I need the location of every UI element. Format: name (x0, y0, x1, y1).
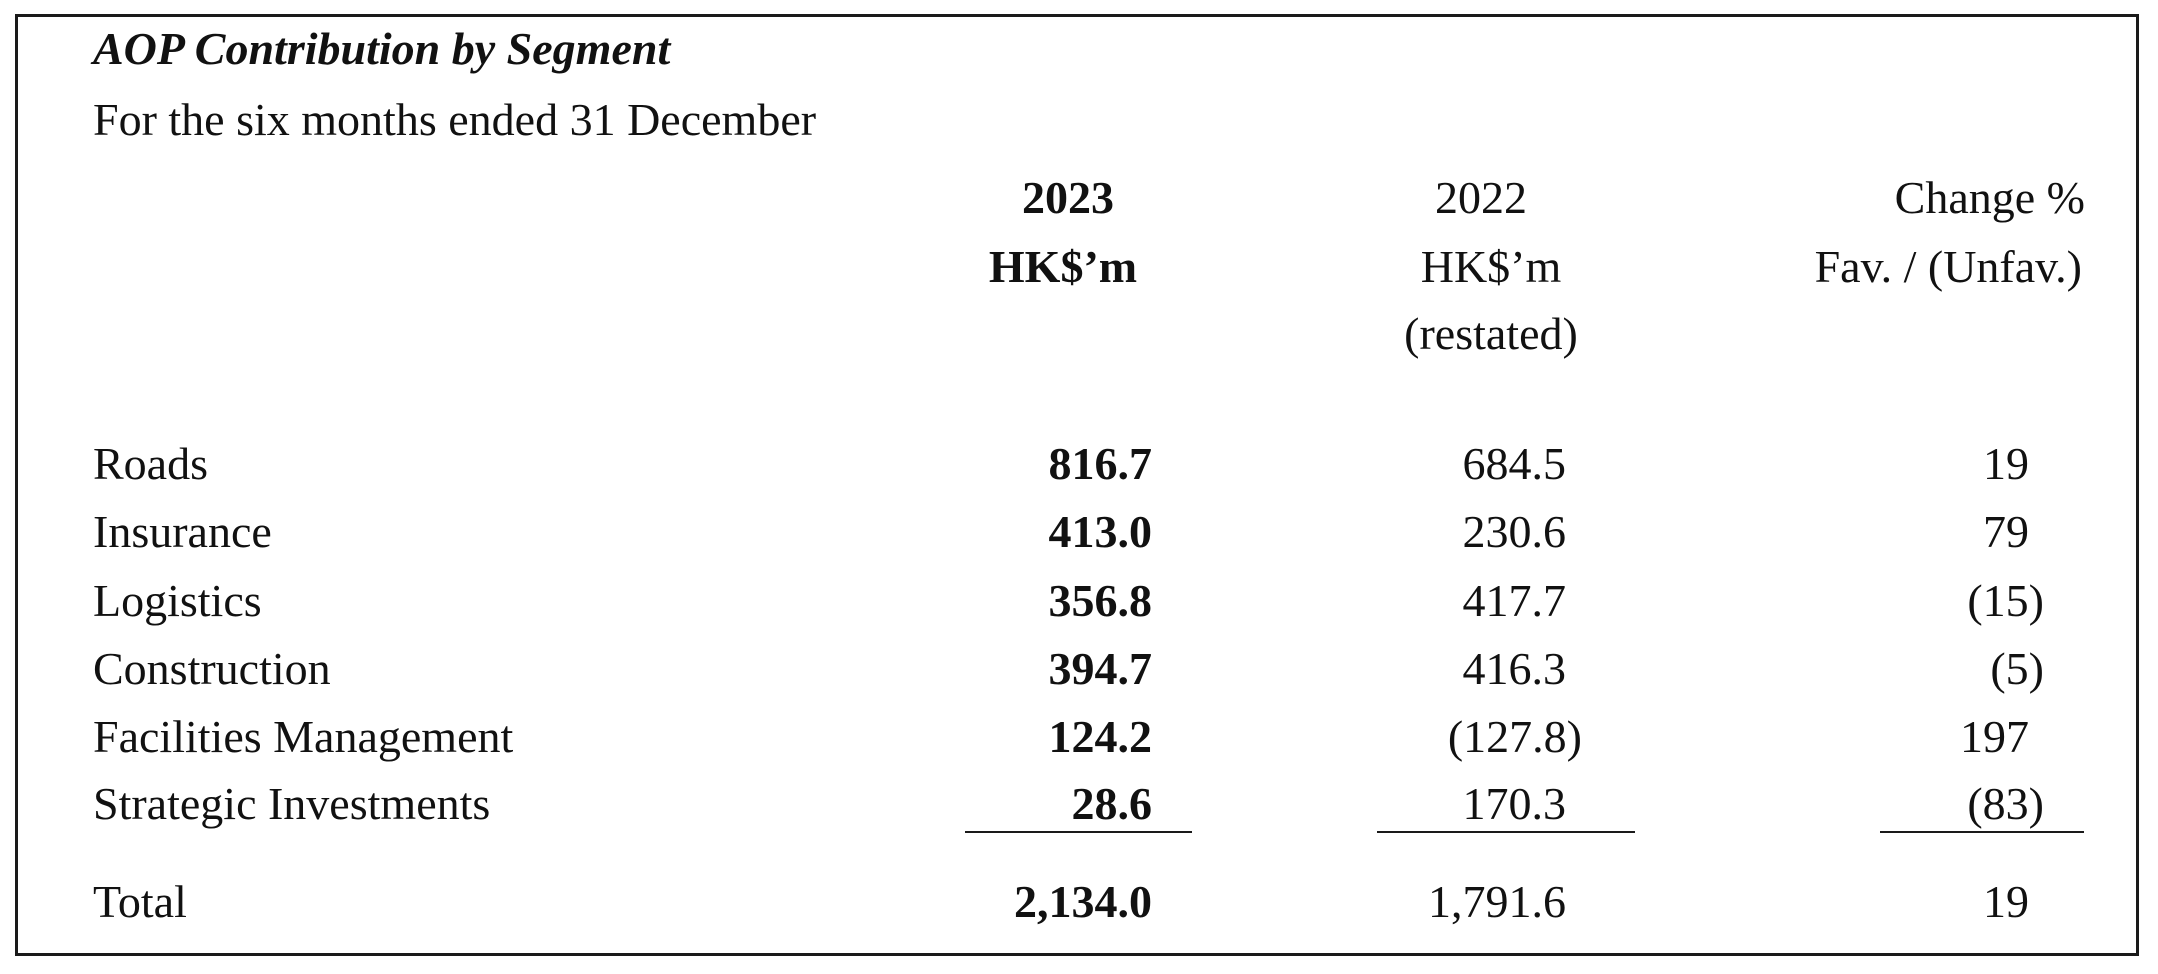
row-value-change: 79 (1983, 506, 2029, 557)
subtotal-rule-change (1880, 831, 2084, 833)
subtotal-rule-2022 (1377, 831, 1635, 833)
row-label-construction: Construction (93, 643, 331, 694)
table-title: AOP Contribution by Segment (93, 23, 671, 74)
row-value-change: 197 (1960, 711, 2029, 762)
row-label-insurance: Insurance (93, 506, 272, 557)
row-value-2022: 230.6 (1462, 506, 1566, 557)
total-label: Total (93, 876, 187, 927)
row-value-2022: 170.3 (1462, 778, 1566, 829)
row-value-2023: 124.2 (1048, 711, 1152, 762)
total-value-2022: 1,791.6 (1428, 876, 1566, 927)
row-value-change: (83) (1967, 778, 2044, 829)
col-2022-unit: HK$’m (1420, 241, 1562, 292)
row-label-facilities-management: Facilities Management (93, 711, 514, 762)
row-value-2022: (127.8) (1447, 711, 1582, 762)
row-value-2023: 413.0 (1048, 506, 1152, 557)
col-2023-year: 2023 (1022, 172, 1114, 223)
col-2022-year: 2022 (1435, 172, 1527, 223)
total-value-change: 19 (1983, 876, 2029, 927)
table-subtitle: For the six months ended 31 December (93, 94, 817, 145)
row-label-roads: Roads (93, 438, 208, 489)
col-2022-note: (restated) (1404, 308, 1578, 359)
col-change-subtitle: Fav. / (Unfav.) (1814, 241, 2082, 292)
row-value-2023: 356.8 (1048, 575, 1152, 626)
subtotal-rule-2023 (965, 831, 1192, 833)
row-label-strategic-investments: Strategic Investments (93, 778, 491, 829)
col-2023-unit: HK$’m (988, 241, 1138, 292)
row-value-2022: 417.7 (1462, 575, 1566, 626)
row-value-change: (15) (1967, 575, 2044, 626)
total-value-2023: 2,134.0 (1014, 876, 1152, 927)
row-value-2023: 816.7 (1048, 438, 1152, 489)
row-value-2023: 394.7 (1048, 643, 1152, 694)
col-change-title: Change % (1894, 172, 2085, 223)
row-label-logistics: Logistics (93, 575, 262, 626)
row-value-2022: 416.3 (1462, 643, 1566, 694)
row-value-change: 19 (1983, 438, 2029, 489)
row-value-change: (5) (1990, 643, 2044, 694)
row-value-2022: 684.5 (1462, 438, 1566, 489)
row-value-2023: 28.6 (1071, 778, 1152, 829)
